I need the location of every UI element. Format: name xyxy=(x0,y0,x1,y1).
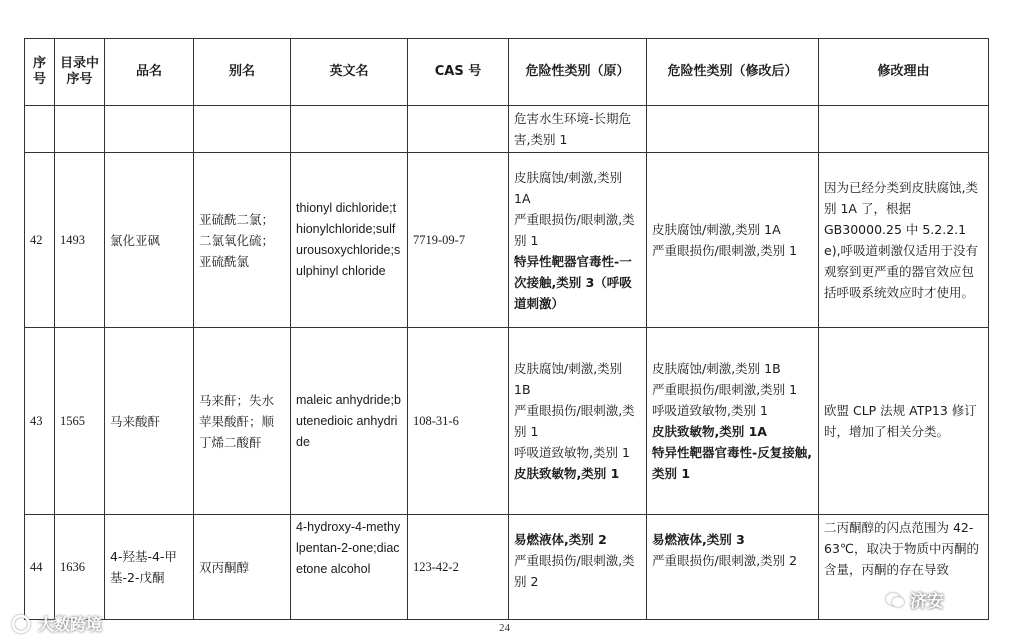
cell-alias: 马来酐；失水苹果酸酐；顺丁烯二酸酐 xyxy=(194,328,291,515)
cell-alias: 双丙酮醇 xyxy=(194,515,291,620)
header-reason: 修改理由 xyxy=(819,39,989,106)
brand-logo-icon xyxy=(10,613,32,635)
table-header-row xyxy=(25,39,989,106)
header-original: 危险性类别（原） xyxy=(509,39,647,106)
cell-reason: 二丙酮醇的闪点范围为 42-63℃，取决于物质中丙酮的含量，丙酮的存在导致 xyxy=(819,515,989,620)
table-row xyxy=(25,328,989,515)
cell-original: 危害水生环境-长期危害,类别 1 xyxy=(509,106,647,153)
cell-name: 氯化亚砜 xyxy=(105,153,194,328)
cell-original: 易燃液体,类别 2 严重眼损伤/眼刺激,类别 2 xyxy=(509,515,647,620)
table-row xyxy=(25,153,989,328)
header-name: 品名 xyxy=(105,39,194,106)
hazard-table xyxy=(24,38,989,620)
cell-cas: 108-31-6 xyxy=(408,328,509,515)
cell-original: 皮肤腐蚀/刺激,类别 1B 严重眼损伤/眼刺激,类别 1 呼吸道致敏物,类别 1 皮肤致敏物,类别 1 xyxy=(509,328,647,515)
cell-cas: 7719-09-7 xyxy=(408,153,509,328)
cell-modified: 易燃液体,类别 3 严重眼损伤/眼刺激,类别 2 xyxy=(647,515,819,620)
cell-no: 42 xyxy=(25,153,55,328)
watermark-right xyxy=(884,587,944,612)
page-number: 24 xyxy=(499,622,510,634)
cell-name: 马来酸酐 xyxy=(105,328,194,515)
table-row-continuation xyxy=(25,106,989,153)
cell-english: thionyl dichloride;thionylchloride;sulfurousoxychloride;sulphinyl chloride xyxy=(291,153,408,328)
cell-english: 4-hydroxy-4-methylpentan-2-one;diacetone alcohol xyxy=(291,515,408,620)
header-english: 英文名 xyxy=(291,39,408,106)
cell-original: 皮肤腐蚀/刺激,类别 1A 严重眼损伤/眼刺激,类别 1 特异性靶器官毒性-一次接触,类别 3（呼吸道刺激） xyxy=(509,153,647,328)
watermark-left xyxy=(10,612,102,635)
header-no: 序号 xyxy=(25,39,55,106)
cell-reason: 因为已经分类到皮肤腐蚀,类别 1A 了，根据 GB30000.25 中 5.2.2.1 e),呼吸道刺激仅适用于没有观察到更严重的器官效应包括呼吸系统效应时才使用。 xyxy=(819,153,989,328)
header-catalog-no: 目录中序号 xyxy=(55,39,105,106)
cell-catalog-no: 1565 xyxy=(55,328,105,515)
cell-english: maleic anhydride;butenedioic anhydride xyxy=(291,328,408,515)
cell-no: 43 xyxy=(25,328,55,515)
header-alias: 别名 xyxy=(194,39,291,106)
watermark-left-text: 大数跨境 xyxy=(38,615,103,634)
chat-logo-icon xyxy=(884,589,906,611)
cell-no: 44 xyxy=(25,515,55,620)
cell-catalog-no: 1493 xyxy=(55,153,105,328)
header-cas: CAS 号 xyxy=(408,39,509,106)
cell-modified: 皮肤腐蚀/刺激,类别 1A 严重眼损伤/眼刺激,类别 1 xyxy=(647,153,819,328)
cell-modified: 皮肤腐蚀/刺激,类别 1B 严重眼损伤/眼刺激,类别 1 呼吸道致敏物,类别 1 皮肤致敏物,类别 1A 特异性靶器官毒性-反复接触,类别 1 xyxy=(647,328,819,515)
cell-cas: 123-42-2 xyxy=(408,515,509,620)
cell-name: 4-羟基-4-甲基-2-戊酮 xyxy=(105,515,194,620)
header-modified: 危险性类别（修改后） xyxy=(647,39,819,106)
cell-catalog-no: 1636 xyxy=(55,515,105,620)
watermark-right-text: 济安 xyxy=(910,592,944,612)
cell-alias: 亚硫酰二氯；二氯氧化硫；亚硫酰氯 xyxy=(194,153,291,328)
cell-reason: 欧盟 CLP 法规 ATP13 修订时，增加了相关分类。 xyxy=(819,328,989,515)
table-row xyxy=(25,515,989,620)
